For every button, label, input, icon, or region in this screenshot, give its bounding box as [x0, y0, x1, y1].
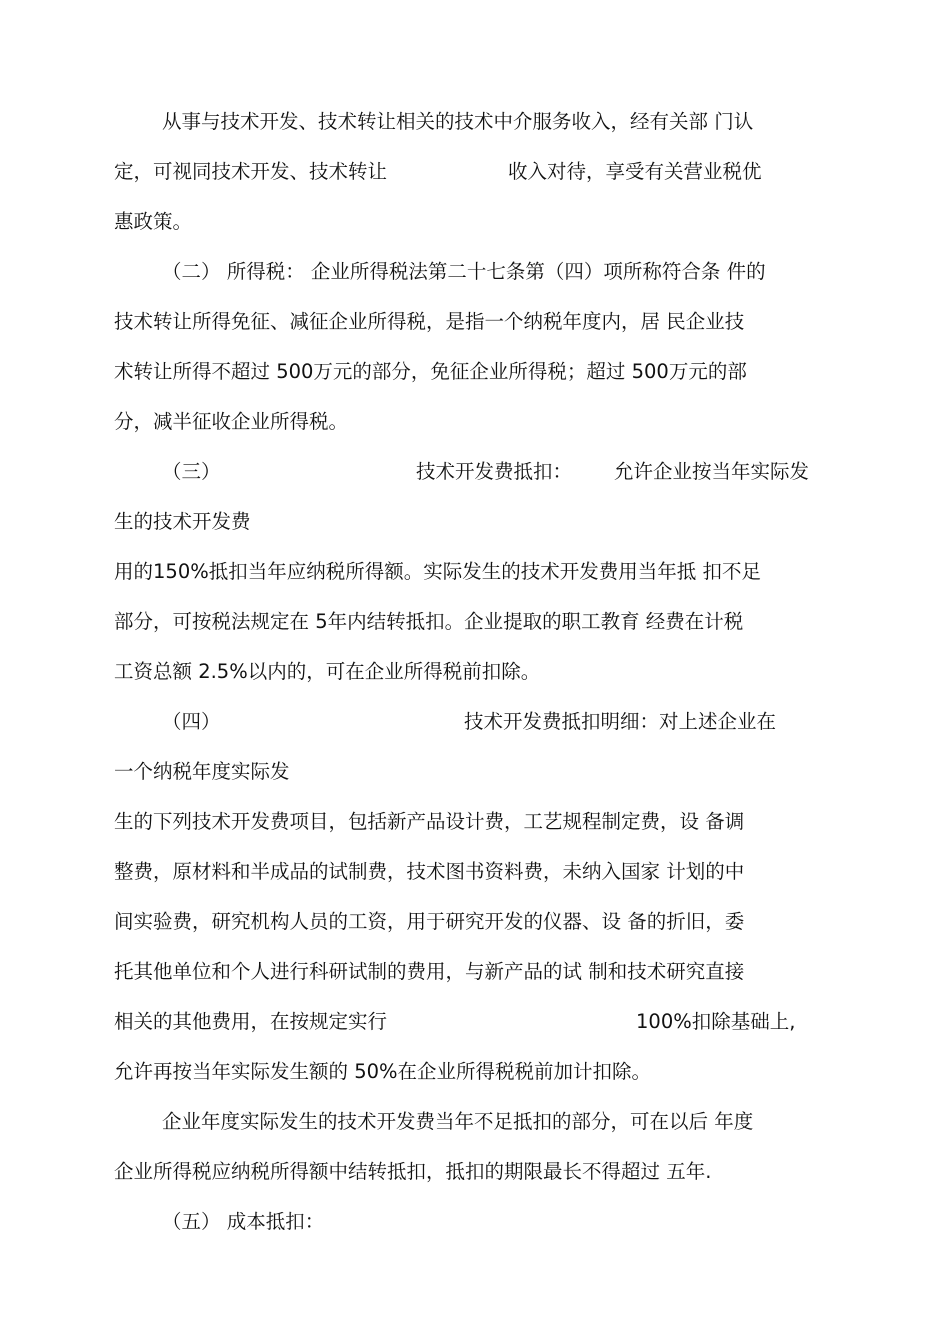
paragraph-4-line-5 — [0, 902, 950, 942]
text-segment: 工资总额 2.5%以内的，可在企业所得税前扣除。 — [114, 660, 541, 683]
text-segment: 从事与技术开发、技术转让相关的技术中介服务收入，经有关部 门认 — [162, 110, 754, 133]
paragraph-1-line-1 — [0, 102, 950, 142]
paragraph-4-line-7 — [0, 1002, 950, 1042]
text-segment: （二） 所得税： 企业所得税法第二十七条第（四）项所称符合条 件的 — [162, 260, 766, 283]
text-segment: 生的技术开发费 — [114, 510, 251, 533]
paragraph-4-line-6 — [0, 952, 950, 992]
text-segment: 生的下列技术开发费项目，包括新产品设计费，工艺规程制定费，设 备调 — [114, 810, 745, 833]
text-segment: 整费，原材料和半成品的试制费，技术图书资料费，未纳入国家 计划的中 — [114, 860, 745, 883]
text-segment: 分，减半征收企业所得税。 — [114, 410, 349, 433]
paragraph-4-line-3 — [0, 802, 950, 842]
text-segment: 允许再按当年实际发生额的 50%在企业所得税税前加计扣除。 — [114, 1060, 652, 1083]
text-segment: 企业年度实际发生的技术开发费当年不足抵扣的部分，可在以后 年度 — [162, 1110, 754, 1133]
text-segment: 技术开发费抵扣明细：对上述企业在 — [464, 710, 777, 733]
text-segment: 100%扣除基础上, — [636, 1010, 796, 1033]
paragraph-2-line-1 — [0, 252, 950, 292]
text-segment: 企业所得税应纳税所得额中结转抵扣，抵扣的期限最长不得超过 五年. — [114, 1160, 712, 1183]
text-segment: 术转让所得不超过 500万元的部分，免征企业所得税；超过 500万元的部 — [114, 360, 747, 383]
text-segment: 技术转让所得免征、减征企业所得税，是指一个纳税年度内，居 民企业技 — [114, 310, 745, 333]
text-segment: （五） 成本抵扣： — [162, 1210, 325, 1233]
paragraph-1-line-2 — [0, 152, 950, 192]
paragraph-3-line-4 — [0, 602, 950, 642]
text-segment: 用的150%抵扣当年应纳税所得额。实际发生的技术开发费用当年抵 扣不足 — [114, 560, 761, 583]
paragraph-4-line-2 — [0, 752, 950, 792]
paragraph-6-line-1 — [0, 1202, 950, 1242]
text-segment: 收入对待，享受有关营业税优 — [508, 160, 762, 183]
paragraph-3-line-1 — [0, 452, 950, 492]
paragraph-2-line-3 — [0, 352, 950, 392]
text-segment: 托其他单位和个人进行科研试制的费用，与新产品的试 制和技术研究直接 — [114, 960, 745, 983]
paragraph-4-line-8 — [0, 1052, 950, 1092]
text-segment: 相关的其他费用，在按规定实行 — [114, 1010, 388, 1033]
paragraph-5-line-2 — [0, 1152, 950, 1192]
text-segment: 技术开发费抵扣： — [416, 460, 573, 483]
paragraph-3-line-3 — [0, 552, 950, 592]
paragraph-4-line-4 — [0, 852, 950, 892]
text-segment: 间实验费，研究机构人员的工资，用于研究开发的仪器、设 备的折旧，委 — [114, 910, 745, 933]
paragraph-2-line-4 — [0, 402, 950, 442]
text-segment: （四） — [162, 710, 221, 733]
text-segment: 允许企业按当年实际发 — [614, 460, 810, 483]
text-segment: 一个纳税年度实际发 — [114, 760, 290, 783]
text-segment: 定，可视同技术开发、技术转让 — [114, 160, 388, 183]
text-segment: 部分，可按税法规定在 5年内结转抵扣。企业提取的职工教育 经费在计税 — [114, 610, 744, 633]
paragraph-1-line-3 — [0, 202, 950, 242]
paragraph-2-line-2 — [0, 302, 950, 342]
paragraph-5-line-1 — [0, 1102, 950, 1142]
text-segment: 惠政策。 — [114, 210, 193, 233]
paragraph-3-line-5 — [0, 652, 950, 692]
text-segment: （三） — [162, 460, 221, 483]
paragraph-4-line-1 — [0, 702, 950, 742]
paragraph-3-line-2 — [0, 502, 950, 542]
